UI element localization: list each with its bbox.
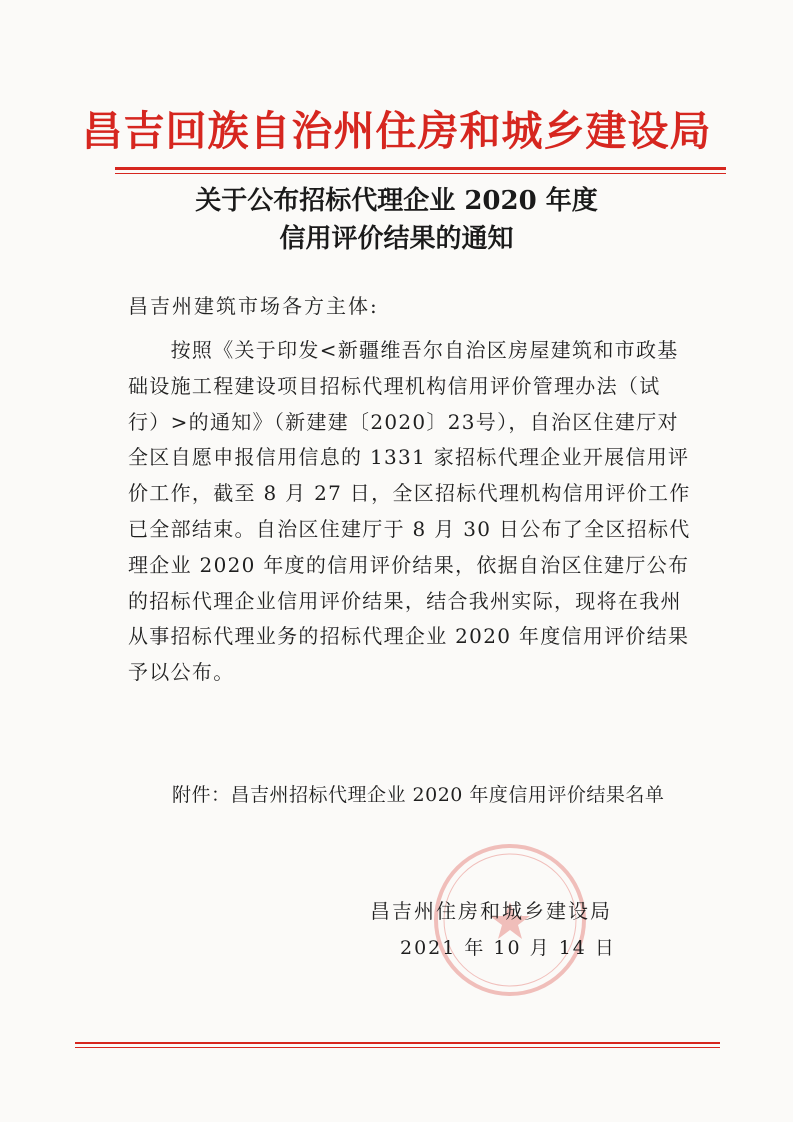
header-red-rule-thin: [115, 173, 726, 174]
body-line: 价工作，截至 8 月 27 日，全区招标代理机构信用评价工作: [128, 481, 691, 506]
footer-red-rule: [75, 1042, 720, 1044]
attachment-note: 附件：昌吉州招标代理企业 2020 年度信用评价结果名单: [172, 784, 665, 806]
issuing-org-header: 昌吉回族自治州住房和城乡建设局: [81, 107, 712, 155]
body-paragraph: [128, 333, 690, 691]
header-red-rule: [115, 167, 726, 170]
body-line: 理企业 2020 年度的信用评价结果，依据自治区住建厅公布: [128, 552, 690, 577]
signature-date: 2021 年 10 月 14 日: [400, 937, 616, 959]
notice-title-line-2: 信用评价结果的通知: [279, 224, 514, 254]
body-line: 的招标代理企业信用评价结果，结合我州实际，现将在我州: [128, 588, 682, 613]
addressee: 昌吉州建筑市场各方主体:: [128, 294, 379, 318]
body-line: 全区自愿申报信用信息的 1331 家招标代理企业开展信用评: [128, 445, 690, 470]
body-line: 从事招标代理业务的招标代理企业 2020 年度信用评价结果: [128, 624, 690, 649]
notice-title-line-1: 关于公布招标代理企业 2020 年度: [195, 186, 598, 216]
body-line: 已全部结束。自治区住建厅于 8 月 30 日公布了全区招标代: [128, 516, 691, 541]
body-line: 予以公布。: [128, 660, 235, 685]
signature-org: 昌吉州住房和城乡建设局: [370, 899, 612, 923]
footer-red-rule-thin: [75, 1047, 720, 1048]
body-line: 础设施工程建设项目招标代理机构信用评价管理办法（试: [128, 373, 661, 398]
body-line: 行）>的通知》（新建建〔2020〕23号），自治区住建厅对: [128, 409, 679, 434]
body-line: 按照《关于印发<新疆维吾尔自治区房屋建筑和市政基: [128, 338, 679, 362]
